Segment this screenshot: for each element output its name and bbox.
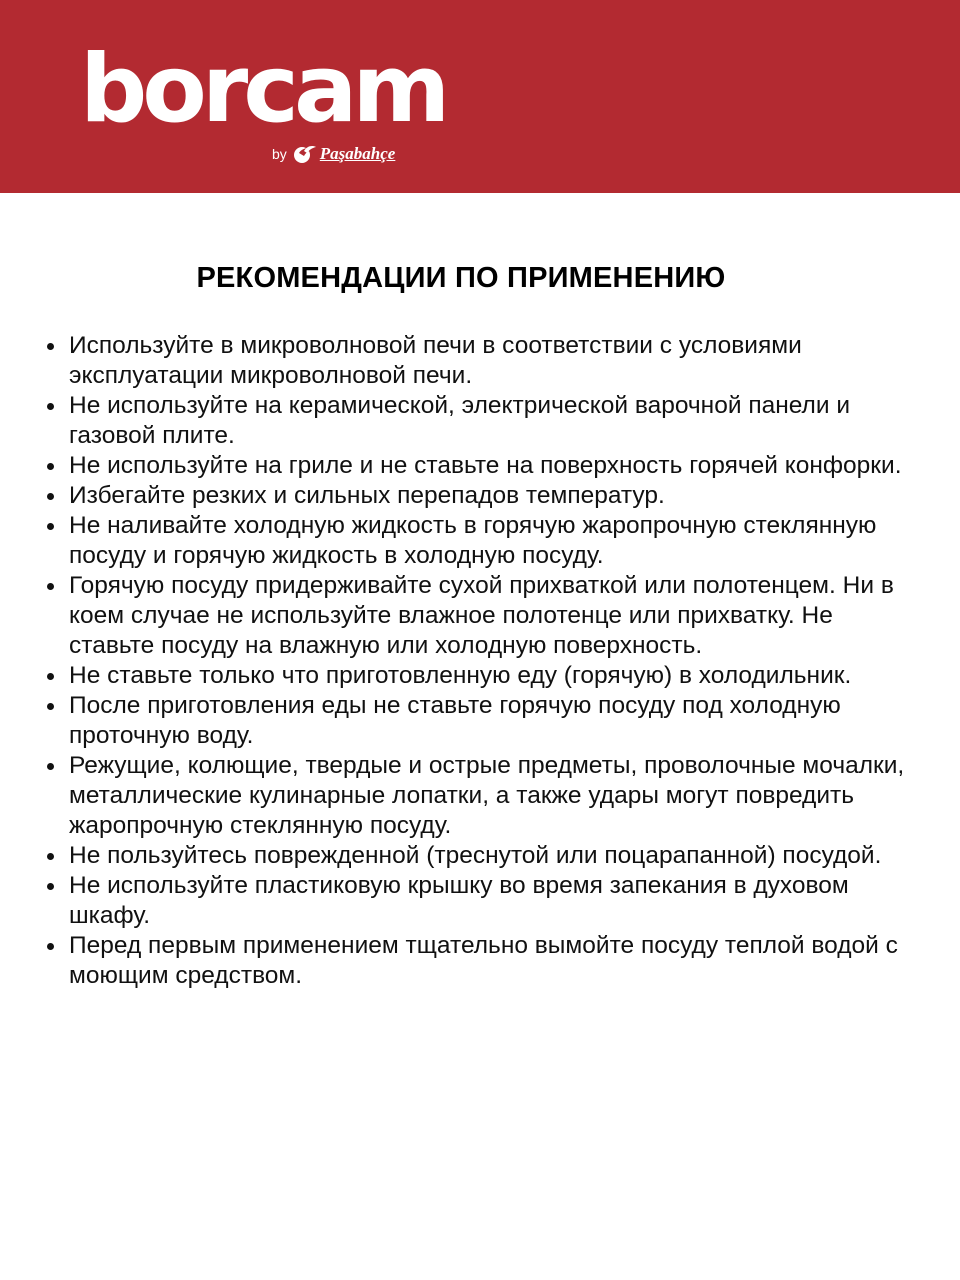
- list-item: [69, 391, 909, 451]
- bullet-icon: [47, 493, 54, 500]
- list-item-text: Не ставьте только что приготовленную еду (горячую) в холодильник.: [69, 662, 852, 689]
- recommendations-list: [69, 331, 909, 991]
- list-item: [69, 451, 909, 481]
- list-item: [69, 481, 909, 511]
- list-item-text: Перед первым применением тщательно вымойте посуду теплой водой с моющим средством.: [69, 932, 898, 989]
- logo-wordmark: borcam: [80, 35, 446, 144]
- list-item: [69, 331, 909, 391]
- list-item-text: Избегайте резких и сильных перепадов температур.: [69, 482, 665, 509]
- list-item: [69, 571, 909, 661]
- list-item-text: Режущие, колющие, твердые и острые предметы, проволочные мочалки, металлические кулинарные лопатки, а также удары могут повредить жаропрочную стеклянную посуду.: [69, 752, 905, 839]
- list-item-text: Не пользуйтесь поврежденной (треснутой или поцарапанной) посудой.: [69, 842, 882, 869]
- list-item-text: Не используйте на керамической, электрической варочной панели и газовой плите.: [69, 392, 851, 449]
- pasabahce-logo-icon: [293, 142, 317, 166]
- logo-parent-brand: Paşabahçe: [319, 144, 396, 163]
- list-item-text: После приготовления еды не ставьте горячую посуду под холодную проточную воду.: [69, 692, 841, 749]
- list-item-text: Не наливайте холодную жидкость в горячую жаропрочную стеклянную посуду и горячую жидкость в холодную посуду.: [69, 512, 877, 569]
- bullet-icon: [47, 583, 54, 590]
- logo-by-text: by: [272, 146, 287, 162]
- list-item: [69, 511, 909, 571]
- list-item-text: Используйте в микроволновой печи в соответствии с условиями эксплуатации микроволновой печи.: [69, 332, 802, 389]
- page-title: РЕКОМЕНДАЦИИ ПО ПРИМЕНЕНИЮ: [196, 262, 726, 294]
- bullet-icon: [47, 703, 54, 710]
- borcam-logo: [80, 35, 460, 170]
- list-item: [69, 661, 909, 691]
- bullet-icon: [47, 343, 54, 350]
- bullet-icon: [47, 403, 54, 410]
- list-item-text: Не используйте пластиковую крышку во время запекания в духовом шкафу.: [69, 872, 849, 929]
- list-item: [69, 841, 909, 871]
- list-item: [69, 931, 909, 991]
- bullet-icon: [47, 463, 54, 470]
- list-item-text: Горячую посуду придерживайте сухой прихваткой или полотенцем. Ни в коем случае не используйте влажное полотенце или прихватку. Не ставьте посуду на влажную или холодную поверхность.: [69, 572, 894, 659]
- list-item: [69, 871, 909, 931]
- logo-byline: [272, 142, 395, 166]
- bullet-icon: [47, 673, 54, 680]
- bullet-icon: [47, 853, 54, 860]
- brand-header: [0, 0, 960, 193]
- list-item: [69, 691, 909, 751]
- bullet-icon: [47, 883, 54, 890]
- bullet-icon: [47, 763, 54, 770]
- bullet-icon: [47, 943, 54, 950]
- list-item-text: Не используйте на гриле и не ставьте на поверхность горячей конфорки.: [69, 452, 902, 479]
- bullet-icon: [47, 523, 54, 530]
- list-item: [69, 751, 909, 841]
